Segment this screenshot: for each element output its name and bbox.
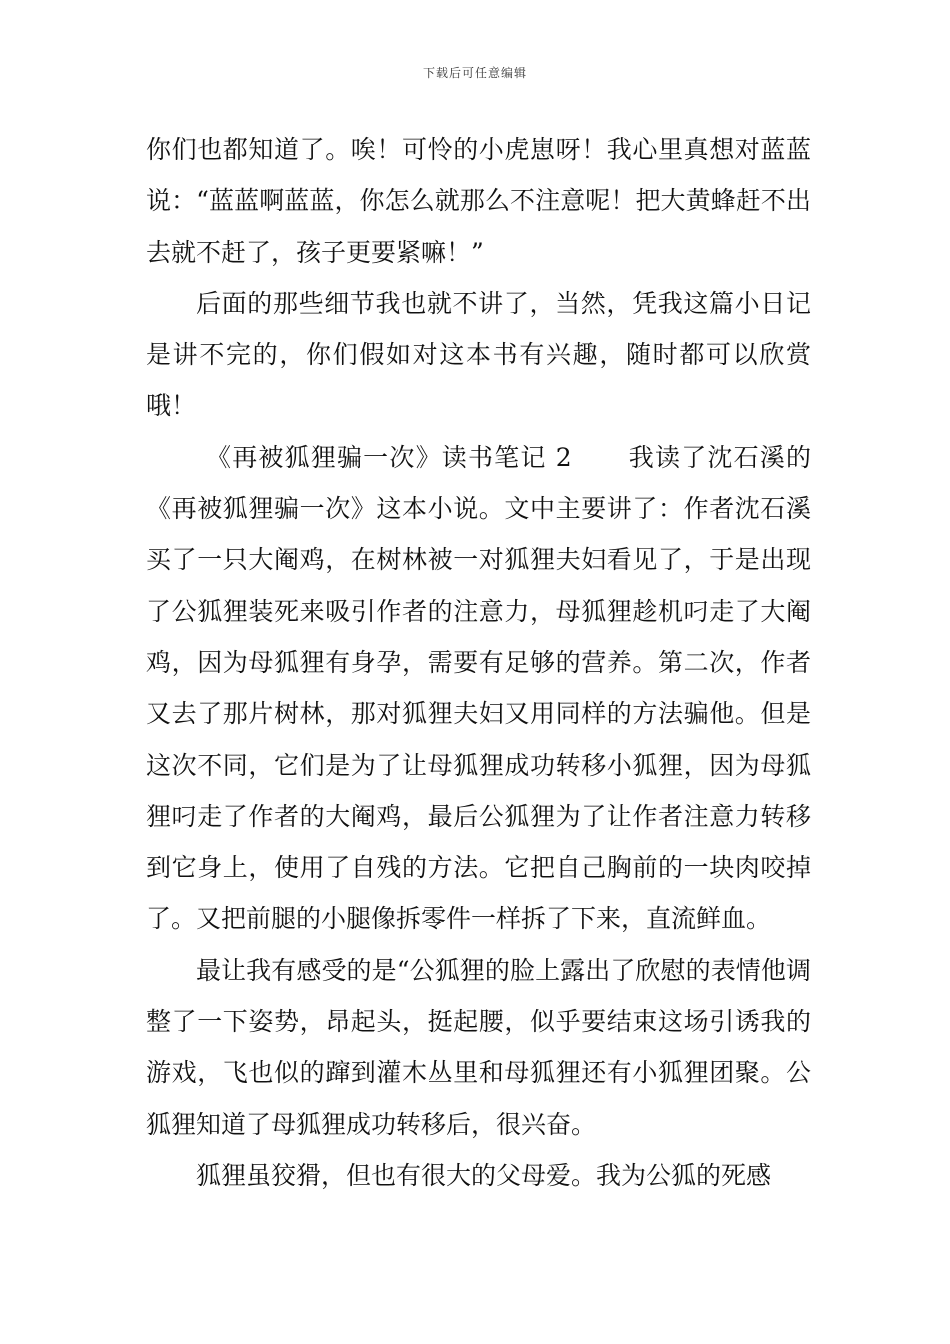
note-body: 我读了沈石溪的《再被狐狸骗一次》这本小说。文中主要讲了：作者沈石溪买了一只大阉鸡，在树林被一对狐狸夫妇看见了，于是出现了公狐狸装死来吸引作者的注意力，母狐狸趁机叼走了大阉鸡，因为母狐狸有身孕，需要有足够的营养。第二次，作者又去了那片树林，那对狐狸夫妇又用同样的方法骗他。但是这次不同，它们是为了让母狐狸成功转移小狐狸，因为母狐狸叼走了作者的大阉鸡，最后公狐狸为了让作者注意力转移到它身上，使用了自残的方法。它把自己胸前的一块肉咬掉了。又把前腿的小腿像拆零件一样拆了下来，直流鲜血。 [146, 442, 811, 934]
document-body [146, 124, 811, 1201]
paragraph-reading-note-2 [146, 432, 811, 945]
paragraph: 狐狸虽狡猾，但也有很大的父母爱。我为公狐的死感 [196, 1160, 772, 1190]
paragraph-continuation: 你们也都知道了。唉！可怜的小虎崽呀！我心里真想对蓝蓝说：“蓝蓝啊蓝蓝，你怎么就那么不注意呢！把大黄蜂赶不出去就不赶了，孩子更要紧嘛！” [146, 135, 811, 267]
note-title: 《再被狐狸骗一次》读书笔记 2 [206, 442, 572, 472]
page-header: 下载后可任意编辑 [422, 66, 527, 80]
paragraph: 后面的那些细节我也就不讲了，当然，凭我这篇小日记是讲不完的，你们假如对这本书有兴趣，随时都可以欣赏哦！ [146, 288, 811, 421]
paragraph: 最让我有感受的是“公狐狸的脸上露出了欣慰的表情他调整了一下姿势，昂起头，挺起腰，似乎要结束这场引诱我的游戏，飞也似的蹿到灌木丛里和母狐狸还有小狐狸团聚。公狐狸知道了母狐狸成功转移后，很兴奋。 [146, 955, 811, 1139]
